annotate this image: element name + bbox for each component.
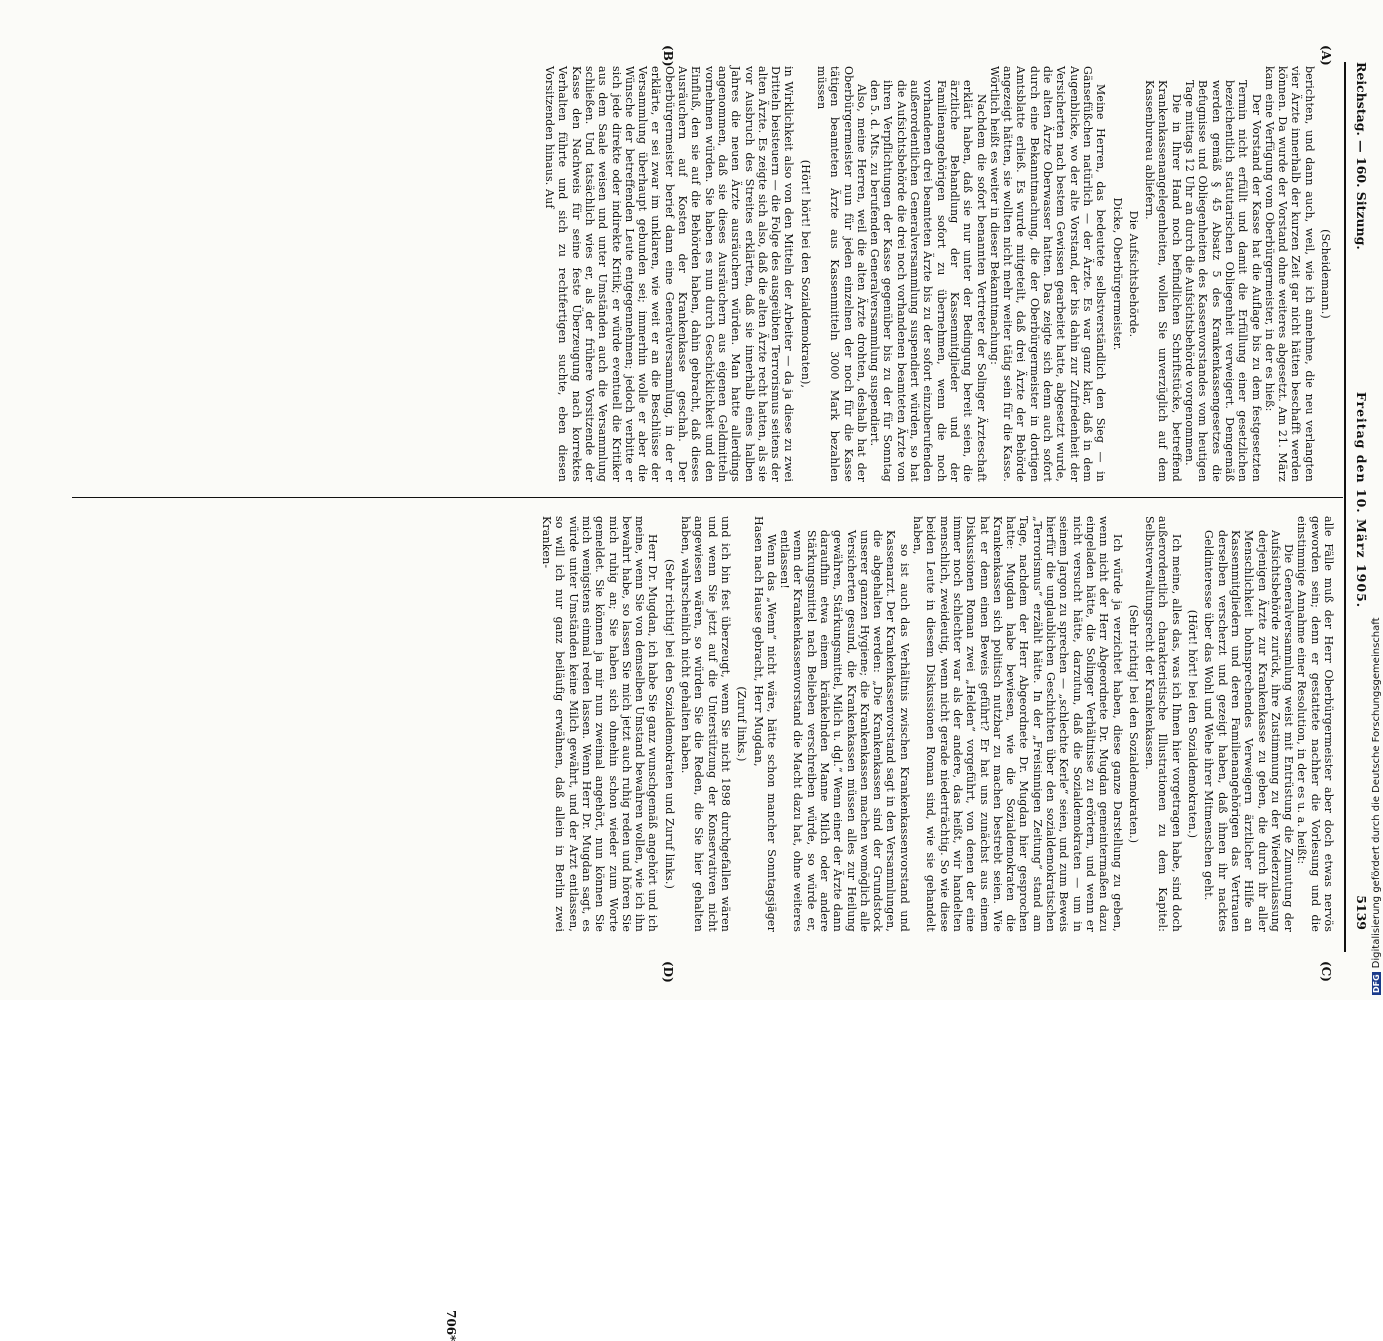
- quoted-paragraph: Der Vorstand der Kasse hat die Auflage bis zu dem festgesetzten Termin nicht erfüllt und damit die Erfüllung einer gesetzlichen bezeichentlich statutarischen Obliegenheit verweigert. Demgemäß werden gemäß § 45 Absatz 5 des Krankenkassengesetzes die Befugnisse und Obliegenheiten des Kassenvorstandes vom heutigen Tage mittags 12 Uhr an durch die Aufsichtsbehörde vorgenommen.: [1183, 80, 1263, 482]
- quoted-paragraph: Die Generalversammlung weist mit Entrüstung die Zumutung der Aufsichtsbehörde zurück, ihre Zustimmung zu der Wiederzulassung derjenigen Ärzte zur Krankenkasse zu geben, die durch ihr aller Menschlichkeit hohnsprechendes Verweigern ärztlicher Hilfe an Kassenmitgliedern und deren Familienangehörigen das Vertrauen derselben verscherzt und gezeigt haben, daß ihnen ihr nacktes Geldinteresse über das Wohl und Wehe ihrer Mitmenschen geht.: [1202, 530, 1296, 932]
- paragraph: und ich bin fest überzeugt, wenn Sie nicht 1898 durchgefallen wären und wenn Sie jetzt auf die Unterstützung der Konservativen nicht angewiesen wären, so würden Sie die Reden, die Sie hier gehalten haben, wahrscheinlich nicht gehalten haben.: [679, 516, 732, 932]
- paragraph: Herr Dr. Mugdan, ich habe Sie ganz wunschgemäß angehört und ich meine, wenn Sie von demselben Umstand bewahren wollen, wie ich ihn bewahrt habe, so lassen Sie mich jetzt auch ruhig reden und hören Sie mich ruhig an; Sie haben sich ohnehin schon wieder zum Worte gemeldet. Sie können ja mir nun zweimal angehört, nun können Sie mich wenigstens einmal reden lassen. Wenn Herr Dr. Mugdan sagt, es würde unter Umständen keine Milch gewährt, und der Arzt entlassen, so will ich nur ganz beiläufig erwähnen, daß allein in Berlin zwei Kranken-: [540, 516, 660, 932]
- page-number: 5139: [1354, 895, 1369, 930]
- quoted-paragraph: so ist auch das Verhältnis zwischen Krankenkassenvorstand und Kassenarzt. Der Krankenkassenvorstand sagt in den Versammlungen, die abgehalten werden: „Die Krankenkassen sind der Grundstock unserer ganzen Hygiene; die Krankenkassen machen womöglich alle Versicherten gesund, die Krankenkassen müssen alles zur Heilung gewähren, Stärkungsmittel, Milch u. dgl.“ Wenn einer der Ärzte dann daraufhin etwa einem kränkelnden Manne Milch oder andere Stärkungsmittel nach Belieben verschreiben würde, so würde er, wenn der Krankenkassenvorstand die Macht dazu hat, ohne weiteres entlassen!: [778, 530, 911, 932]
- signature-authority: Die Aufsichtsbehörde.: [1126, 210, 1140, 338]
- margin-marker-c: (C): [1319, 961, 1333, 982]
- quoted-paragraph: Nachdem die sofort benannten Vertreter der Solinger Ärzteschaft erklärt haben, daß sie nur unter der Bedingung bereit seien, die ärztliche Behandlung der Kassenmitglieder und der Familienangehörigen sofort zu übernehmen, wenn die noch vorhandenen drei beamteten Ärzte bis zu der sofort einzuberufenden außerordentlichen Generalversammlung suspendiert würden, so hat die Aufsichtsbehörde die drei noch vorhandenen beamteten Ärzte von ihren Verpflichtungen der Kasse gegenüber bis zu der für Sonntag den 5. d. Mts. zu berufenden Generalversammlung suspendiert.: [868, 80, 988, 482]
- paragraph: berichten, und dann auch, weil, wie ich annehme, die neu verlangten vier Ärzte innerhalb der kurzen Zeit gar nicht hätten beschafft werden können. Da wurde der Vorstand ohne weiteres abgesetzt. Am 21. März kam eine Verfügung vom Oberbürgermeister, in der es hieß:: [1262, 66, 1316, 482]
- paragraph: Ich meine, alles das, was ich Ihnen hier vorgetragen habe, sind doch außerordentlich charakteristische Illustrationen zu dem Kapitel: Selbstverwaltungsrecht der Krankenkassen.: [1143, 516, 1183, 932]
- margin-marker-a: (A): [1319, 45, 1333, 66]
- speaker-name: (Scheidemann.): [1319, 229, 1332, 319]
- left-column: [543, 66, 1335, 482]
- paragraph: alle Fälle muß der Herr Oberbürgermeister aber doch etwas nervös geworden sein; denn er gestattete nachher die Vorlesung und die einstimmige Annahme einer Resolution, in der es u. a. heißt:: [1295, 516, 1335, 932]
- quoted-paragraph: Die in Ihrer Hand noch befindlichen Schriftstücke, betreffend Krankenkassenangelegenheiten, wollen Sie unverzüglich auf dem Kassenbureau abliefern.: [1143, 80, 1183, 482]
- interjection: (Sehr richtig! bei den Sozialdemokraten und Zuruf links.): [662, 558, 676, 890]
- paragraph: in Wirklichkeit also von den Mitteln der Arbeiter — da ja diese zu zwei Dritteln beisteuern — die Folge des ausgeübten Terrorismus seitens der alten Ärzte. Es zeigte sich also, daß die alten Ärzte recht hatten, als sie vor Ausbruch des Streites erklärten, daß sie innerhalb eines halben Jahres die neuen Ärzte ausräuchern würden. Man hatte allerdings angenommen, daß sie dieses Ausräuchern aus eigenen Geldmitteln vornehmen würden. Sie haben es nun durch Geschicklichkeit und den Einfluß, den sie auf die Behörden haben, dahin gebracht, daß dieses Ausräuchern auf Kosten der Krankenkasse geschah. Der Oberbürgermeister berief dann eine Generalversammlung, in der er erklärte, er sei zwar im unklaren, wie weit er an die Beschlüsse der Versammlung überhaupt gebunden sei; immerhin wolle er aber die Wünsche der betreffenden Leute entgegennehmen; jedoch verbitte er sich jede direkte oder indirekte Kritik; er würde eventuell die Kritiker aus dem Saale weisen und unter Umständen auch die Versammlung schließen. Und tatsächlich wies er, als der frühere Vorsitzende der Kasse den Nachweis für seine feste Überzeugung nach korrektes Verhalten führte und sich zu rechtfertigen suchte, eben diesen Vorsitzenden hinaus. Auf: [543, 66, 796, 482]
- paragraph: Meine Herren, das bedeutete selbstverständlich den Sieg — in Gänsefüßchen natürlich — der Ärzte. Es war ganz klar, daß in dem Augenblicke, wo der alte Vorstand, der bis dahin zur Zufriedenheit der Versicherten nach bestem Gewissen gearbeitet hatte, abgesetzt wurde, die alten Ärzte Oberwasser hatten. Das zeigte sich denn auch sofort durch eine Bekanntmachung, die der Oberbürgermeister in dortigen Amtsblatte erließ. Es wurde mitgeteilt, daß drei Ärzte der Behörde angezeigt hätten, sie wollten nicht mehr weiter tätig sein für die Kasse. Wörtlich heißt es weiter in dieser Bekanntmachung:: [987, 66, 1108, 482]
- digitization-credit: [1371, 595, 1383, 995]
- header-session: Reichstag. — 160. Sitzung.: [1354, 62, 1369, 250]
- margin-marker-d: (D): [661, 961, 675, 983]
- interjection: (Hört! hört! bei den Sozialdemokraten.): [1186, 609, 1200, 839]
- paragraph: Also, meine Herren, weil die alten Ärzte drohten, deshalb hat der Oberbürgermeister nun für jeden einzelnen der noch für die Kasse tätigen beamteten Ärzte aus Kassenmitteln 3000 Mark bezahlen müssen: [815, 66, 868, 482]
- credit-text: Digitalisierung gefördert durch die Deutsche Forschungsgemeinschaft: [1371, 617, 1382, 969]
- interjection: (Zuruf links.): [735, 686, 749, 762]
- signature-name: Dicke, Oberbürgermeister.: [1110, 197, 1124, 351]
- paragraph: Wenn das „Wenn“ nicht wäre, hätte schon mancher Sonntagsjäger Hasen nach Hause gebracht, Herr Mugdan,: [751, 516, 778, 932]
- column-divider: [72, 497, 1343, 498]
- header-rule: [1344, 62, 1346, 952]
- interjection: (Sehr richtig! bei den Sozialdemokraten.): [1126, 604, 1140, 844]
- sheet-number: 706*: [444, 1310, 458, 1341]
- header-date: Freitag den 10. März 1905.: [1354, 391, 1369, 609]
- margin-marker-b: (B): [661, 45, 675, 67]
- interjection: (Hört! hört! bei den Sozialdemokraten),: [798, 159, 812, 389]
- paragraph: Ich würde ja verzichtet haben, diese ganze Darstellung zu geben, wenn nicht der Herr Abgeordnete Dr. Mugdan gemeintermaßen dazu eingeladen hätte, die Solinger Verhältnisse zu erörtern, und wenn er nicht versucht hätte, darzutun, daß die Sozialdemokraten — um in seinem Jargon zu sprechen — „schlechte Kerle“ seien, und zum Beweis hierfür die unglaublichen Geschichten über den sozialdemokratischen „Terrorismus“ erzählt hätte. In der „Freisinnigen Zeitung“ stand am Tage, nachdem der Herr Abgeordnete Dr. Mugdan hier gesprochen hatte: Mugdan habe bewiesen, wie die Sozialdemokraten die Krankenkassen sich politisch nutzbar zu machen bestrebt seien. Wie hat er denn einen Beweis geführt? Er hat uns zunächst aus einem Diskussionen Roman zwei „Helden“ vorgeführt, von denen der eine immer noch schlechter war als der andere, das heißt, wir handelten menschlich, zweideutig, wenn nicht gerade niederträchtig. So wie diese beiden Leute in diesem Diskussionen Roman sind, wie sie gehandelt haben,: [911, 516, 1124, 932]
- right-column: [540, 516, 1335, 932]
- dfg-logo-icon: DFG: [1372, 974, 1381, 993]
